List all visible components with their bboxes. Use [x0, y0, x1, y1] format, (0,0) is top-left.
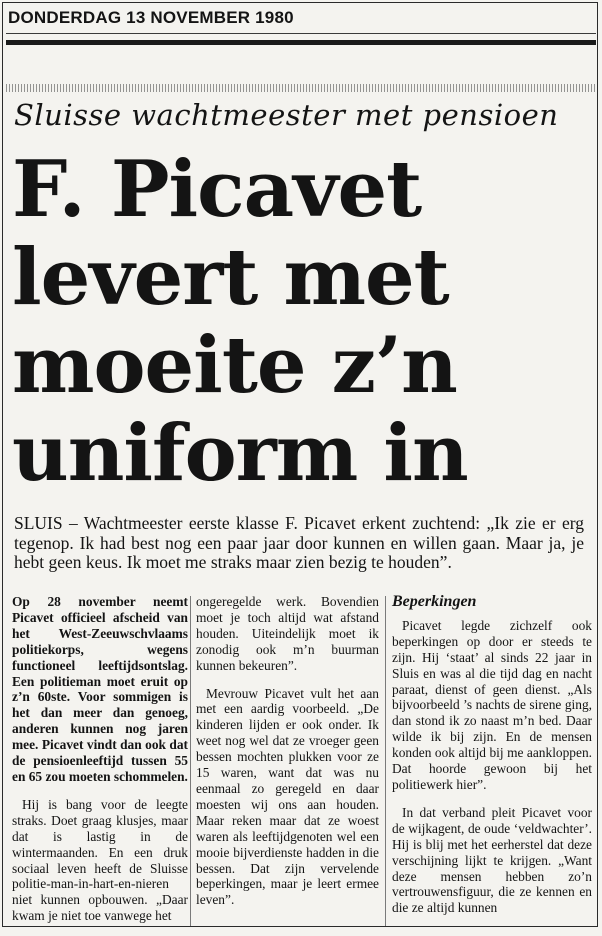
lead-paragraph: Op 28 november neemt Picavet officieel afscheid van het West-Zeeuwschvlaams politiekorps, wegens functioneel leeftijdsontslag. Een politieman moet eruit op z’n 60ste. Voor sommigen is het dan meer dan genoeg, anderen kunnen nog jaren mee. Picavet vindt dan ook dat de pensioenleeftijd tussen 55 en 65 zou moeten schommelen.: [12, 594, 188, 784]
headline-line: levert met: [12, 232, 449, 323]
separator-band: [6, 84, 596, 92]
header-rule: [6, 33, 596, 34]
body-paragraph: Mevrouw Picavet vult het aan met een aardig voorbeeld. „De kinderen lijden er ook onder. Ik weet nog wel dat ze vroeger geen bessen mochten plukken voor ze 15 waren, want dat was nu eenmaal zo geregeld en daar moesten wij ons aan houden. Maar reken maar dat ze woest waren als leeftijdgenoten wel een mooie bijverdienste hadden in die bessen. Dat zijn vervelende beperkingen, maar je leert ermee leven”.: [196, 685, 379, 908]
kicker: Sluisse wachtmeester met pensioen: [14, 98, 559, 132]
body-paragraph: ongeregelde werk. Bovendien moet je toch altijd wat afstand houden. Uiteindelijk moet ik zonodig ook m’n buurman kunnen bekeuren”.: [196, 594, 379, 673]
header-rule-thick: [6, 40, 596, 45]
column-1: [12, 594, 188, 936]
headline-line: uniform in: [12, 408, 468, 499]
subheading: Beperkingen: [392, 593, 477, 610]
headline: [12, 146, 597, 498]
body-paragraph: Hij is bang voor de leegte straks. Doet graag klusjes, maar dat is lastig in de wintermaanden. En een druk sociaal leven heeft de Sluisse politie-man-in-hart-en-nieren niet kunnen opbouwen. „Daar kwam je niet toe vanwege het: [12, 796, 188, 924]
headline-line: F. Picavet: [12, 144, 422, 235]
headline-line: moeite z’n: [12, 320, 457, 411]
column-divider: [385, 596, 386, 926]
column-divider: [190, 596, 191, 926]
body-paragraph: Picavet legde zichzelf ook beperkingen op door er steeds te zijn. Hij ‘staat’ al sinds 22 jaar in Sluis en was al die tijd dag en nacht paraat, dienst of geen dienst. „Als bijvoorbeeld ’s nachts de sirene ging, dan stond ik zo naast m’n bed. Daar wilde ik bij zijn. En de mensen konden ook altijd bij me aankloppen. Dat hoorde gewoon bij het politiewerk hier”.: [392, 617, 592, 792]
intro-paragraph: SLUIS – Wachtmeester eerste klasse F. Picavet erkent zuchtend: „Ik zie er erg tegenop. Ik had best nog een paar jaar door kunnen en willen gaan. Maar ja, je hebt geen keus. Ik moet me straks maar zien bezig te houden”.: [14, 513, 584, 572]
column-3: [392, 594, 592, 928]
column-2: [196, 594, 379, 920]
dateline: DONDERDAG 13 NOVEMBER 1980: [8, 8, 294, 27]
body-paragraph: In dat verband pleit Picavet voor de wijkagent, de oude ‘veldwachter’. Hij is blij met het eerherstel dat deze verschijning lijkt te krijgen. „Want deze mensen hebben zo’n vertrouwensfiguur, die ze kennen en die ze altijd kunnen: [392, 804, 592, 916]
